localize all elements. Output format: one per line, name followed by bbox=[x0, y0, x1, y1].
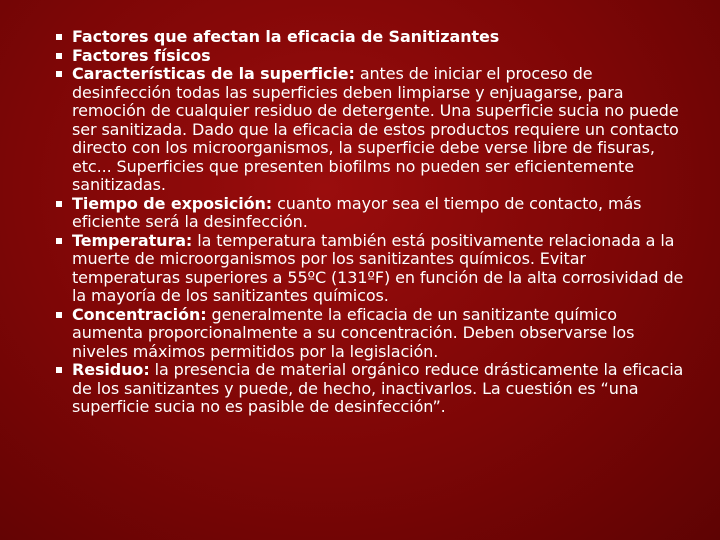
square-bullet-icon bbox=[56, 53, 62, 59]
square-bullet-icon bbox=[56, 367, 62, 373]
bullet-item-concentracion bbox=[52, 306, 692, 362]
bullet-item-eficacia-sanitizantes bbox=[52, 28, 692, 47]
bullet-list bbox=[52, 28, 692, 417]
square-bullet-icon bbox=[56, 34, 62, 40]
bullet-item-temperatura bbox=[52, 232, 692, 306]
bullet-heading: Factores que afectan la eficacia de Sanitizantes bbox=[72, 27, 500, 46]
bullet-heading: Temperatura: bbox=[72, 230, 193, 250]
bullet-body: cuanto mayor sea el tiempo de contacto, más eficiente será la desinfección. bbox=[72, 193, 642, 231]
bullet-body: la presencia de material orgánico reduce drásticamente la eficacia de los sanitizantes y puede, de hecho, inactivarlos. La cuestión es “una superficie sucia no es pasible de desinfección”. bbox=[72, 360, 684, 416]
bullet-heading: Características de la superficie: bbox=[72, 64, 355, 83]
square-bullet-icon bbox=[56, 238, 62, 244]
square-bullet-icon bbox=[56, 312, 62, 318]
square-bullet-icon bbox=[56, 71, 62, 77]
square-bullet-icon bbox=[56, 201, 62, 207]
bullet-heading: Residuo: bbox=[72, 360, 150, 379]
bullet-item-tiempo-exposicion bbox=[52, 195, 692, 232]
bullet-item-factores-fisicos bbox=[52, 47, 692, 66]
bullet-body: generalmente la eficacia de un sanitizante químico aumenta proporcionalmente a su concentración. Deben observarse los niveles máximos permitidos por la legislación. bbox=[72, 304, 635, 361]
bullet-item-superficie bbox=[52, 65, 692, 195]
bullet-heading: Factores físicos bbox=[72, 45, 211, 65]
bullet-item-residuo bbox=[52, 361, 692, 417]
bullet-heading: Tiempo de exposición: bbox=[72, 193, 273, 213]
bullet-body: antes de iniciar el proceso de desinfección todas las superficies deben limpiarse y enjuagarse, para remoción de cualquier residuo de detergente. Una superficie sucia no puede ser sanitizada. Dado que la eficacia de estos productos requiere un contacto directo con los microorganismos, la superficie debe verse libre de fisuras, etc... Superficies que presenten biofilms no pueden ser eficientemente sanitizadas. bbox=[72, 64, 679, 194]
bullet-body: la temperatura también está positivamente relacionada a la muerte de microorganismos por los sanitizantes químicos. Evitar temperaturas superiores a 55ºC (131ºF) en función de la alta corrosividad de la mayoría de los sanitizantes químicos. bbox=[72, 230, 684, 305]
bullet-heading: Concentración: bbox=[72, 304, 207, 324]
